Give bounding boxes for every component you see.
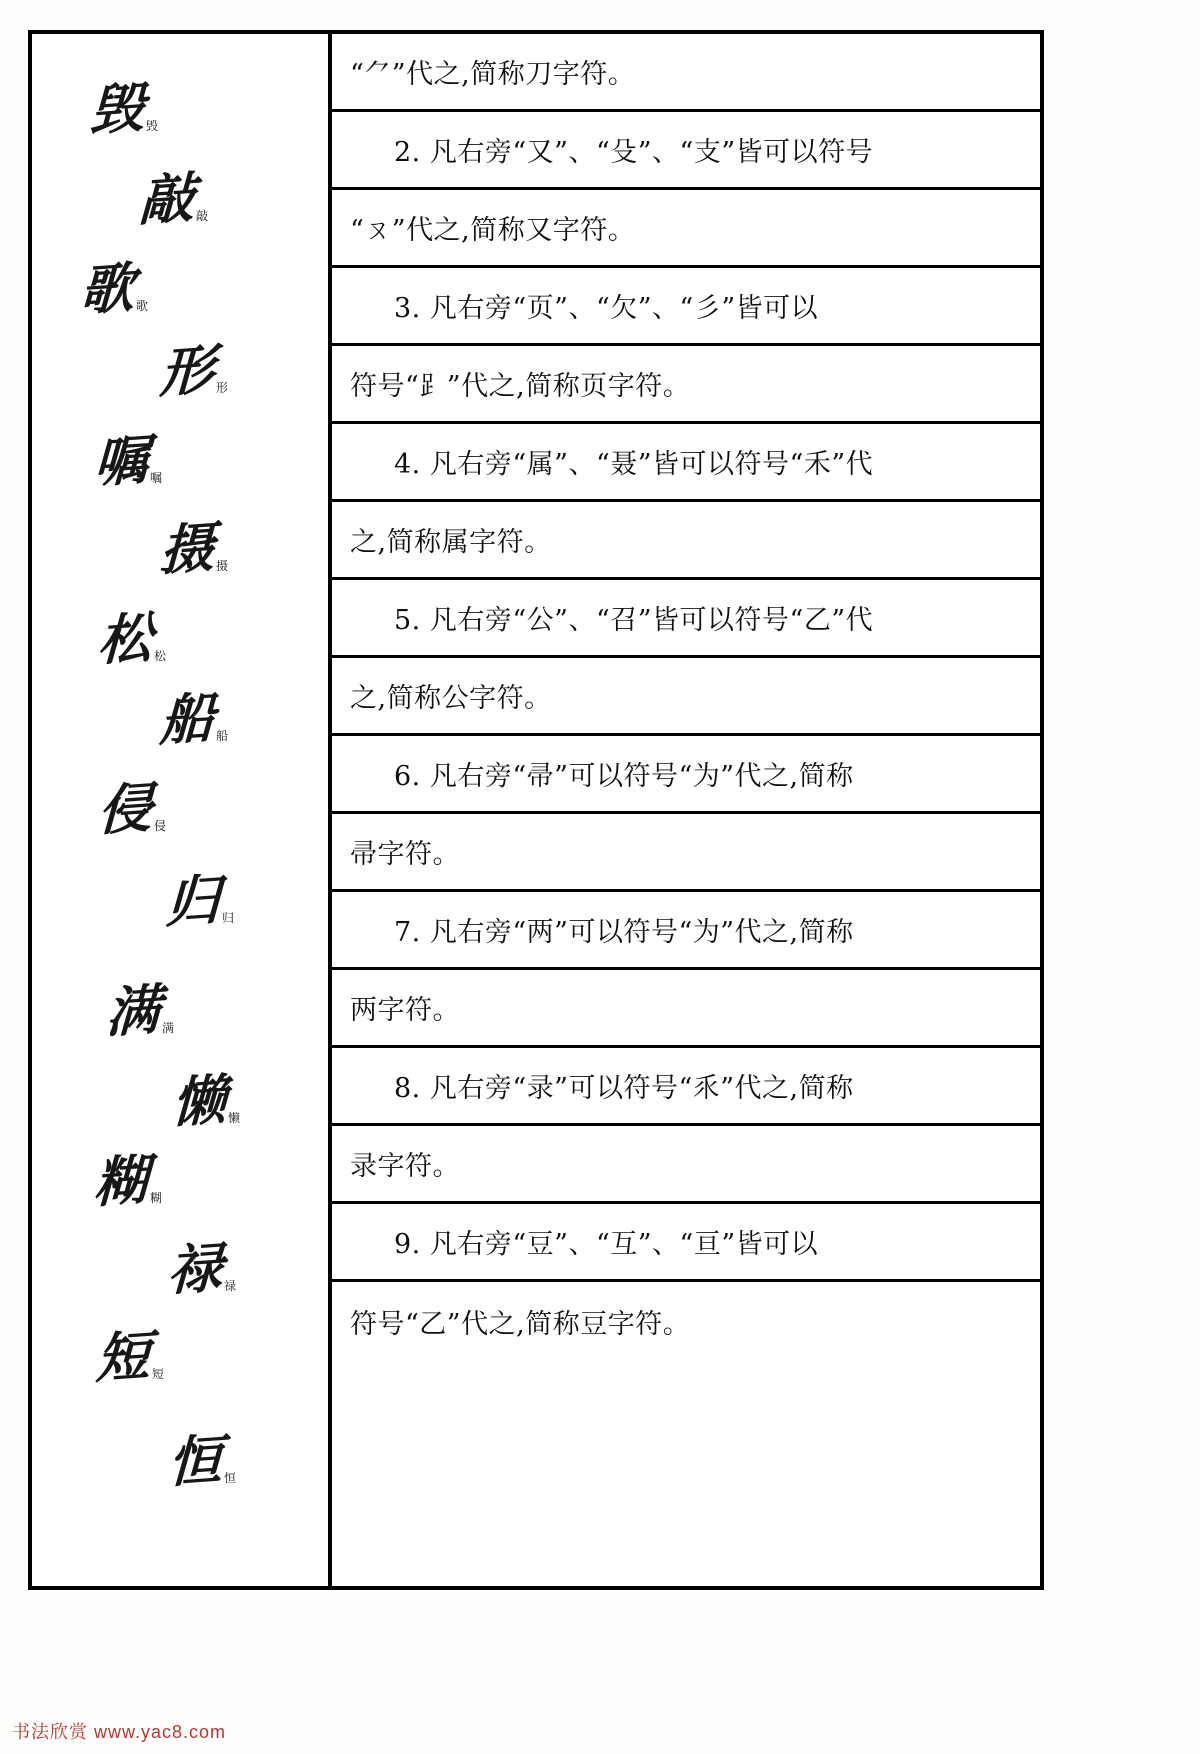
watermark: 书法欣赏 www.yac8.com: [12, 1722, 227, 1742]
calligraphy-label: 恒: [224, 1471, 237, 1485]
rule-line: 3. 凡右旁“页”、“欠”、“彡”皆可以: [332, 268, 1040, 346]
rule-line: 之,简称公字符。: [332, 658, 1040, 736]
calligraphy-glyph: 满: [104, 977, 160, 1045]
calligraphy-item: [158, 515, 229, 583]
calligraphy-glyph: 松: [96, 605, 152, 673]
calligraphy-glyph: 禄: [166, 1235, 222, 1303]
calligraphy-label: 嘱: [150, 471, 163, 485]
calligraphy-item: [104, 977, 175, 1045]
rule-line: 两字符。: [332, 970, 1040, 1048]
rule-line: “ㄡ”代之,简称又字符。: [332, 190, 1040, 268]
rule-line: 4. 凡右旁“属”、“聂”皆可以符号“禾”代: [332, 424, 1040, 502]
calligraphy-item: [138, 165, 209, 233]
calligraphy-item: [170, 1067, 241, 1135]
calligraphy-glyph: 恒: [166, 1427, 222, 1495]
calligraphy-item: [158, 685, 229, 753]
calligraphy-label: 船: [216, 729, 229, 743]
rule-line: 5. 凡右旁“公”、“召”皆可以符号“乙”代: [332, 580, 1040, 658]
rule-line: 之,简称属字符。: [332, 502, 1040, 580]
calligraphy-glyph: 毁: [88, 75, 144, 143]
rule-line: 帚字符。: [332, 814, 1040, 892]
calligraphy-column: [32, 34, 332, 1586]
calligraphy-label: 糊: [150, 1191, 163, 1205]
calligraphy-label: 歌: [136, 299, 149, 313]
calligraphy-label: 松: [154, 649, 167, 663]
calligraphy-item: [78, 255, 149, 323]
calligraphy-glyph: 侵: [96, 775, 152, 843]
rule-line: 9. 凡右旁“豆”、“互”、“亘”皆可以: [332, 1204, 1040, 1282]
rule-line: 录字符。: [332, 1126, 1040, 1204]
calligraphy-label: 摄: [216, 559, 229, 573]
calligraphy-label: 短: [152, 1367, 165, 1381]
page-frame: [28, 30, 1044, 1590]
calligraphy-glyph: 歌: [78, 255, 134, 323]
calligraphy-glyph: 摄: [158, 515, 214, 583]
rule-line: 7. 凡右旁“两”可以符号“为”代之,简称: [332, 892, 1040, 970]
calligraphy-glyph: 懒: [170, 1067, 226, 1135]
calligraphy-label: 禄: [224, 1279, 237, 1293]
calligraphy-glyph: 敲: [138, 165, 194, 233]
calligraphy-item: [166, 1427, 237, 1495]
calligraphy-label: 满: [162, 1021, 175, 1035]
rule-line: 符号“乙”代之,简称豆字符。: [350, 1308, 691, 1340]
calligraphy-item: [92, 427, 163, 495]
calligraphy-glyph: 嘱: [92, 427, 148, 495]
calligraphy-item: [96, 605, 167, 673]
rule-line: 符号“⻊”代之,简称页字符。: [332, 346, 1040, 424]
calligraphy-item: [158, 337, 229, 405]
calligraphy-label: 敲: [196, 209, 209, 223]
rule-line: “⺈”代之,简称刀字符。: [332, 34, 1040, 112]
calligraphy-glyph: 形: [158, 337, 214, 405]
rule-line: 6. 凡右旁“帚”可以符号“为”代之,简称: [332, 736, 1040, 814]
calligraphy-glyph: 短: [94, 1323, 150, 1391]
calligraphy-label: 归: [222, 911, 235, 925]
rule-line: 8. 凡右旁“录”可以符号“乑”代之,简称: [332, 1048, 1040, 1126]
calligraphy-label: 懒: [228, 1111, 241, 1125]
calligraphy-label: 侵: [154, 819, 167, 833]
calligraphy-item: [88, 75, 159, 143]
rules-column: [332, 34, 1040, 1586]
calligraphy-item: [92, 1147, 163, 1215]
calligraphy-item: [94, 1323, 165, 1391]
calligraphy-glyph: 船: [158, 685, 214, 753]
calligraphy-glyph: 归: [164, 867, 220, 935]
rule-line: 2. 凡右旁“又”、“殳”、“支”皆可以符号: [332, 112, 1040, 190]
calligraphy-label: 毁: [146, 119, 159, 133]
calligraphy-label: 形: [216, 381, 229, 395]
calligraphy-item: [96, 775, 167, 843]
calligraphy-glyph: 糊: [92, 1147, 148, 1215]
calligraphy-item: [164, 867, 235, 935]
calligraphy-item: [166, 1235, 237, 1303]
